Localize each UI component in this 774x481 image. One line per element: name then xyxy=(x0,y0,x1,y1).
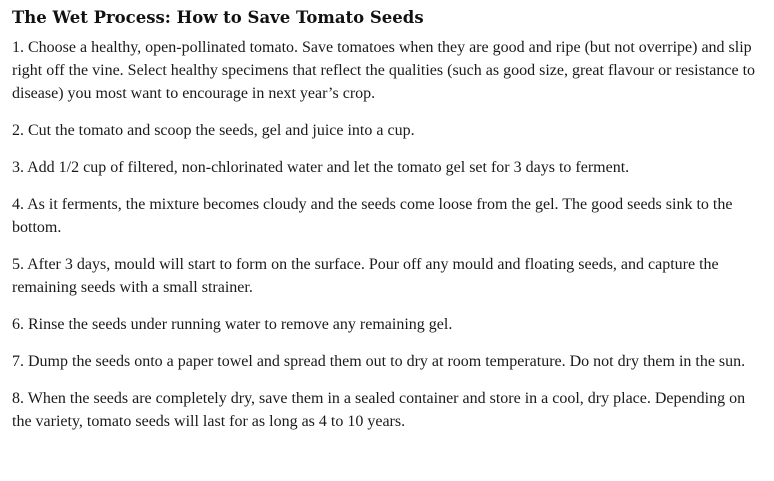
step-2: 2. Cut the tomato and scoop the seeds, gel and juice into a cup. xyxy=(12,122,415,139)
steps-list xyxy=(12,36,768,447)
step-4: 4. As it ferments, the mixture becomes cloudy and the seeds come loose from the gel. The good seeds sink to the bottom. xyxy=(12,196,733,236)
step-7: 7. Dump the seeds onto a paper towel and spread them out to dry at room temperature. Do not dry them in the sun. xyxy=(12,353,746,370)
step-3: 3. Add 1/2 cup of filtered, non-chlorinated water and let the tomato gel set for 3 days to ferment. xyxy=(12,159,630,176)
step-5: 5. After 3 days, mould will start to form on the surface. Pour off any mould and floating seeds, and capture the remaining seeds with a small strainer. xyxy=(12,256,719,296)
step-1: 1. Choose a healthy, open-pollinated tomato. Save tomatoes when they are good and ripe (but not overripe) and slip right off the vine. Select healthy specimens that reflect the qualities (such as good size, great flavour or resistance to disease) you most want to encourage in next year’s crop. xyxy=(12,39,756,102)
article-title: The Wet Process: How to Save Tomato Seeds xyxy=(12,8,424,27)
step-6: 6. Rinse the seeds under running water to remove any remaining gel. xyxy=(12,316,453,333)
step-8: 8. When the seeds are completely dry, save them in a sealed container and store in a cool, dry place. Depending on the variety, tomato seeds will last for as long as 4 to 10 years. xyxy=(12,390,746,430)
